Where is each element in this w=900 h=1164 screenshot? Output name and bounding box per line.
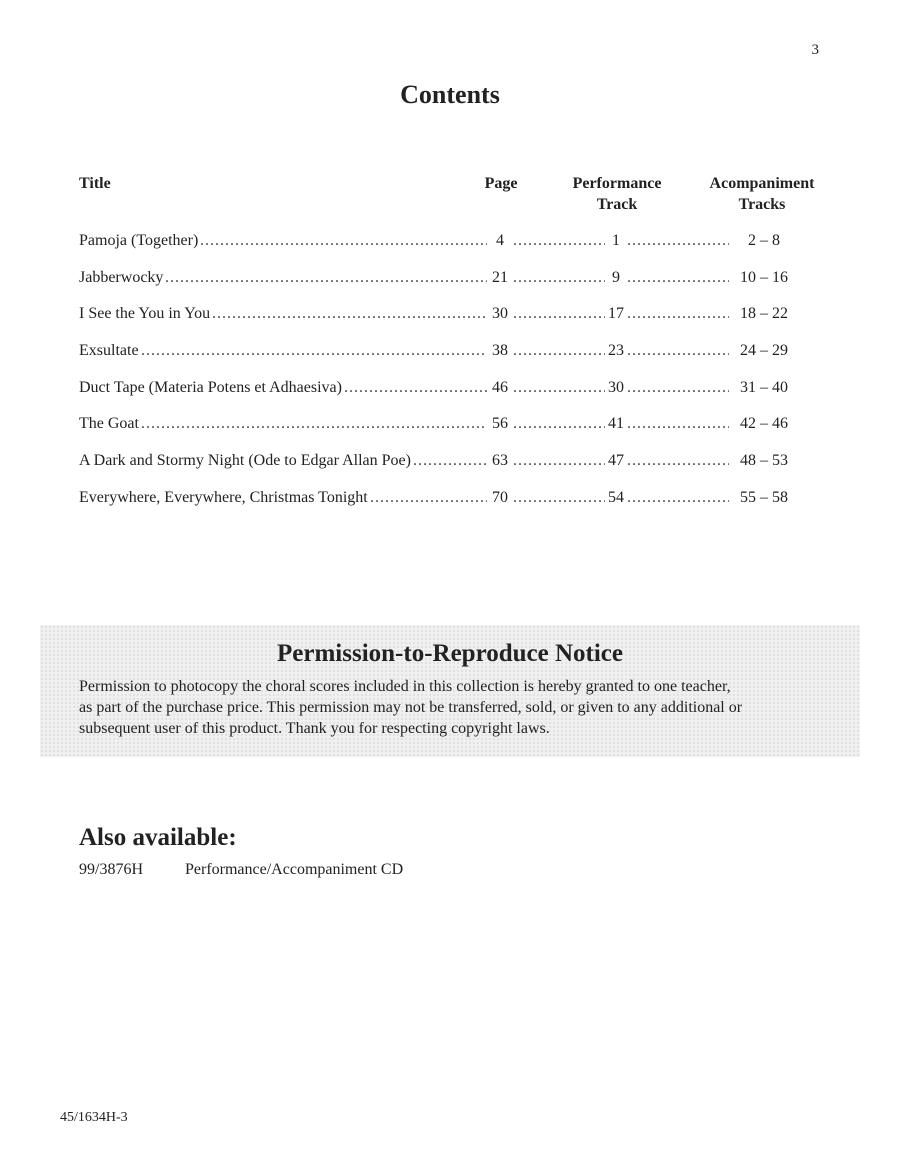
entry-page: 70	[492, 489, 508, 506]
entry-accompaniment: 24 – 29	[740, 342, 788, 359]
entry-title: Exsultate	[79, 342, 139, 359]
notice-line: as part of the purchase price. This permission may not be transferred, sold, or given to any additional or	[79, 699, 743, 716]
leader-dots	[627, 266, 729, 290]
header-accompaniment-line2: Tracks	[738, 196, 786, 213]
entry-page: 46	[492, 379, 508, 396]
leader-dots	[627, 302, 729, 326]
entry-title: Pamoja (Together)	[79, 232, 199, 249]
entry-accompaniment: 31 – 40	[740, 379, 788, 396]
entry-accompaniment: 2 – 8	[748, 232, 780, 249]
entry-accompaniment: 55 – 58	[740, 489, 788, 506]
entry-title: Everywhere, Everywhere, Christmas Tonight	[79, 489, 368, 506]
leader-dots	[513, 266, 605, 290]
contents-row	[79, 339, 799, 363]
entry-performance: 1	[612, 232, 620, 249]
entry-accompaniment: 48 – 53	[740, 452, 788, 469]
header-performance	[557, 173, 677, 215]
entry-performance: 23	[608, 342, 624, 359]
leader-dots	[513, 302, 605, 326]
leader-dots	[513, 376, 605, 400]
entry-performance: 30	[608, 379, 624, 396]
entry-title: Jabberwocky	[79, 269, 164, 286]
header-accompaniment	[694, 173, 830, 215]
notice-line: Permission to photocopy the choral scores included in this collection is hereby granted to one teacher,	[79, 678, 731, 695]
entry-performance: 9	[612, 269, 620, 286]
leader-dots	[200, 229, 487, 253]
notice-title: Permission-to-Reproduce Notice	[277, 640, 623, 667]
notice-line: subsequent user of this product. Thank you for respecting copyright laws.	[79, 720, 550, 737]
contents-row	[79, 486, 799, 510]
contents-row	[79, 302, 799, 326]
leader-dots	[513, 486, 605, 510]
entry-page: 4	[496, 232, 504, 249]
entry-performance: 54	[608, 489, 624, 506]
contents-title: Contents	[400, 80, 500, 109]
entry-page: 30	[492, 305, 508, 322]
contents-row	[79, 376, 799, 400]
leader-dots	[141, 412, 487, 436]
leader-dots	[513, 412, 605, 436]
leader-dots	[513, 229, 605, 253]
contents-row	[79, 229, 799, 253]
footer-code: 45/1634H-3	[60, 1110, 128, 1125]
entry-performance: 41	[608, 415, 624, 432]
leader-dots	[627, 449, 729, 473]
leader-dots	[141, 339, 487, 363]
product-code: 99/3876H	[79, 861, 143, 878]
entry-page: 21	[492, 269, 508, 286]
entry-accompaniment: 18 – 22	[740, 305, 788, 322]
header-performance-line1: Performance	[572, 175, 662, 192]
leader-dots	[627, 412, 729, 436]
also-available-title: Also available:	[79, 824, 237, 851]
page-number: 3	[811, 42, 819, 58]
header-accompaniment-line1: Acompaniment	[709, 175, 815, 192]
entry-performance: 17	[608, 305, 624, 322]
leader-dots	[370, 486, 487, 510]
leader-dots	[627, 376, 729, 400]
entry-page: 56	[492, 415, 508, 432]
entry-page: 63	[492, 452, 508, 469]
entry-title: I See the You in You	[79, 305, 211, 322]
entry-page: 38	[492, 342, 508, 359]
header-performance-line2: Track	[596, 196, 638, 213]
leader-dots	[212, 302, 487, 326]
leader-dots	[165, 266, 487, 290]
contents-row	[79, 266, 799, 290]
contents-row	[79, 449, 799, 473]
header-title: Title	[79, 175, 111, 192]
entry-title: Duct Tape (Materia Potens et Adhaesiva)	[79, 379, 342, 396]
leader-dots	[627, 486, 729, 510]
leader-dots	[413, 449, 487, 473]
header-page: Page	[484, 175, 518, 192]
leader-dots	[344, 376, 487, 400]
entry-title: The Goat	[79, 415, 139, 432]
entry-accompaniment: 10 – 16	[740, 269, 788, 286]
leader-dots	[627, 229, 729, 253]
leader-dots	[627, 339, 729, 363]
entry-performance: 47	[608, 452, 624, 469]
leader-dots	[513, 449, 605, 473]
product-description: Performance/Accompaniment CD	[185, 861, 404, 878]
entry-accompaniment: 42 – 46	[740, 415, 788, 432]
entry-title: A Dark and Stormy Night (Ode to Edgar Allan Poe)	[79, 452, 411, 469]
leader-dots	[513, 339, 605, 363]
contents-row	[79, 412, 799, 436]
